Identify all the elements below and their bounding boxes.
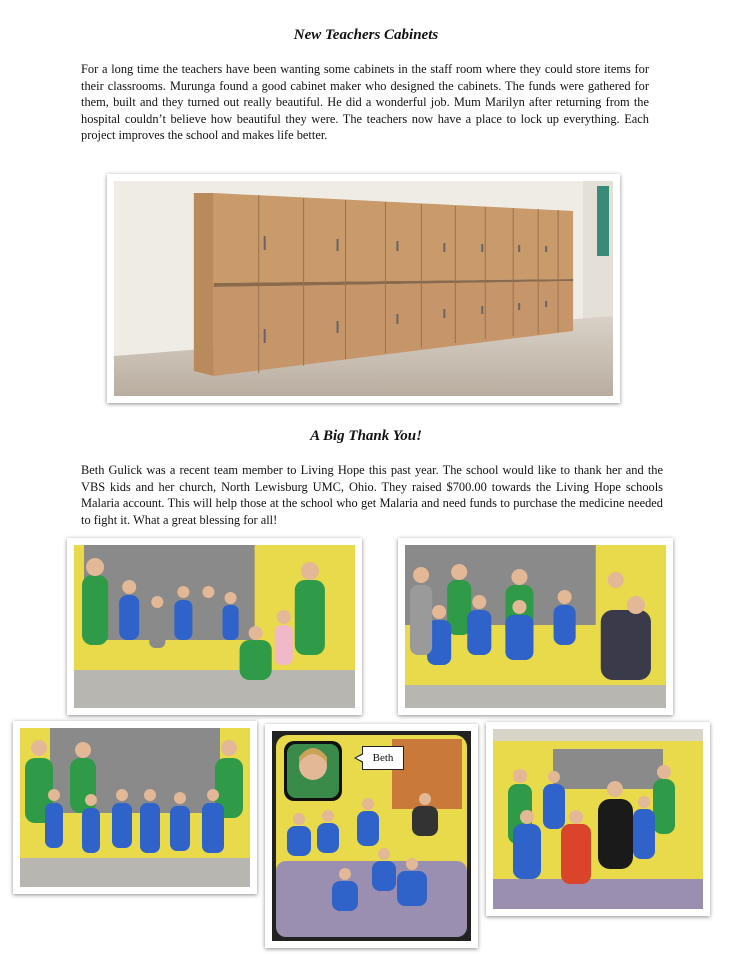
photo-vbs-group-1 — [67, 538, 362, 715]
heading-a-big-thank-you: A Big Thank You! — [310, 428, 422, 444]
photo-vbs-group-2 — [398, 538, 673, 715]
photo-vbs-group-3 — [13, 721, 257, 894]
heading-new-teachers-cabinets: New Teachers Cabinets — [293, 27, 439, 43]
photo-cabinets — [107, 174, 620, 403]
callout-beth: Beth — [362, 746, 404, 770]
paragraph-thank-you: Beth Gulick was a recent team member to Living Hope this past year. The school would like to thank her and the VBS kids and her church, North Lewisburg UMC, Ohio. They raised $700.00 towards the Living Hope schools Malaria account. This will help those at the school who get Malaria and need funds to purchase the medicine needed to fight it. What a great blessing for all! — [81, 463, 663, 527]
photo-vbs-group-5 — [486, 722, 710, 916]
paragraph-cabinets: For a long time the teachers have been wanting some cabinets in the staff room where they could store items for their classrooms. Murunga found a good cabinet maker who designed the cabinets. The funds were gathered for them, built and they turned out really beautiful. He did a wonderful job. Mum Marilyn after returning from the hospital couldn’t believe how beautiful they were. The teachers now have a place to lock up everything. Each project improves the school and makes life better. — [81, 62, 649, 142]
